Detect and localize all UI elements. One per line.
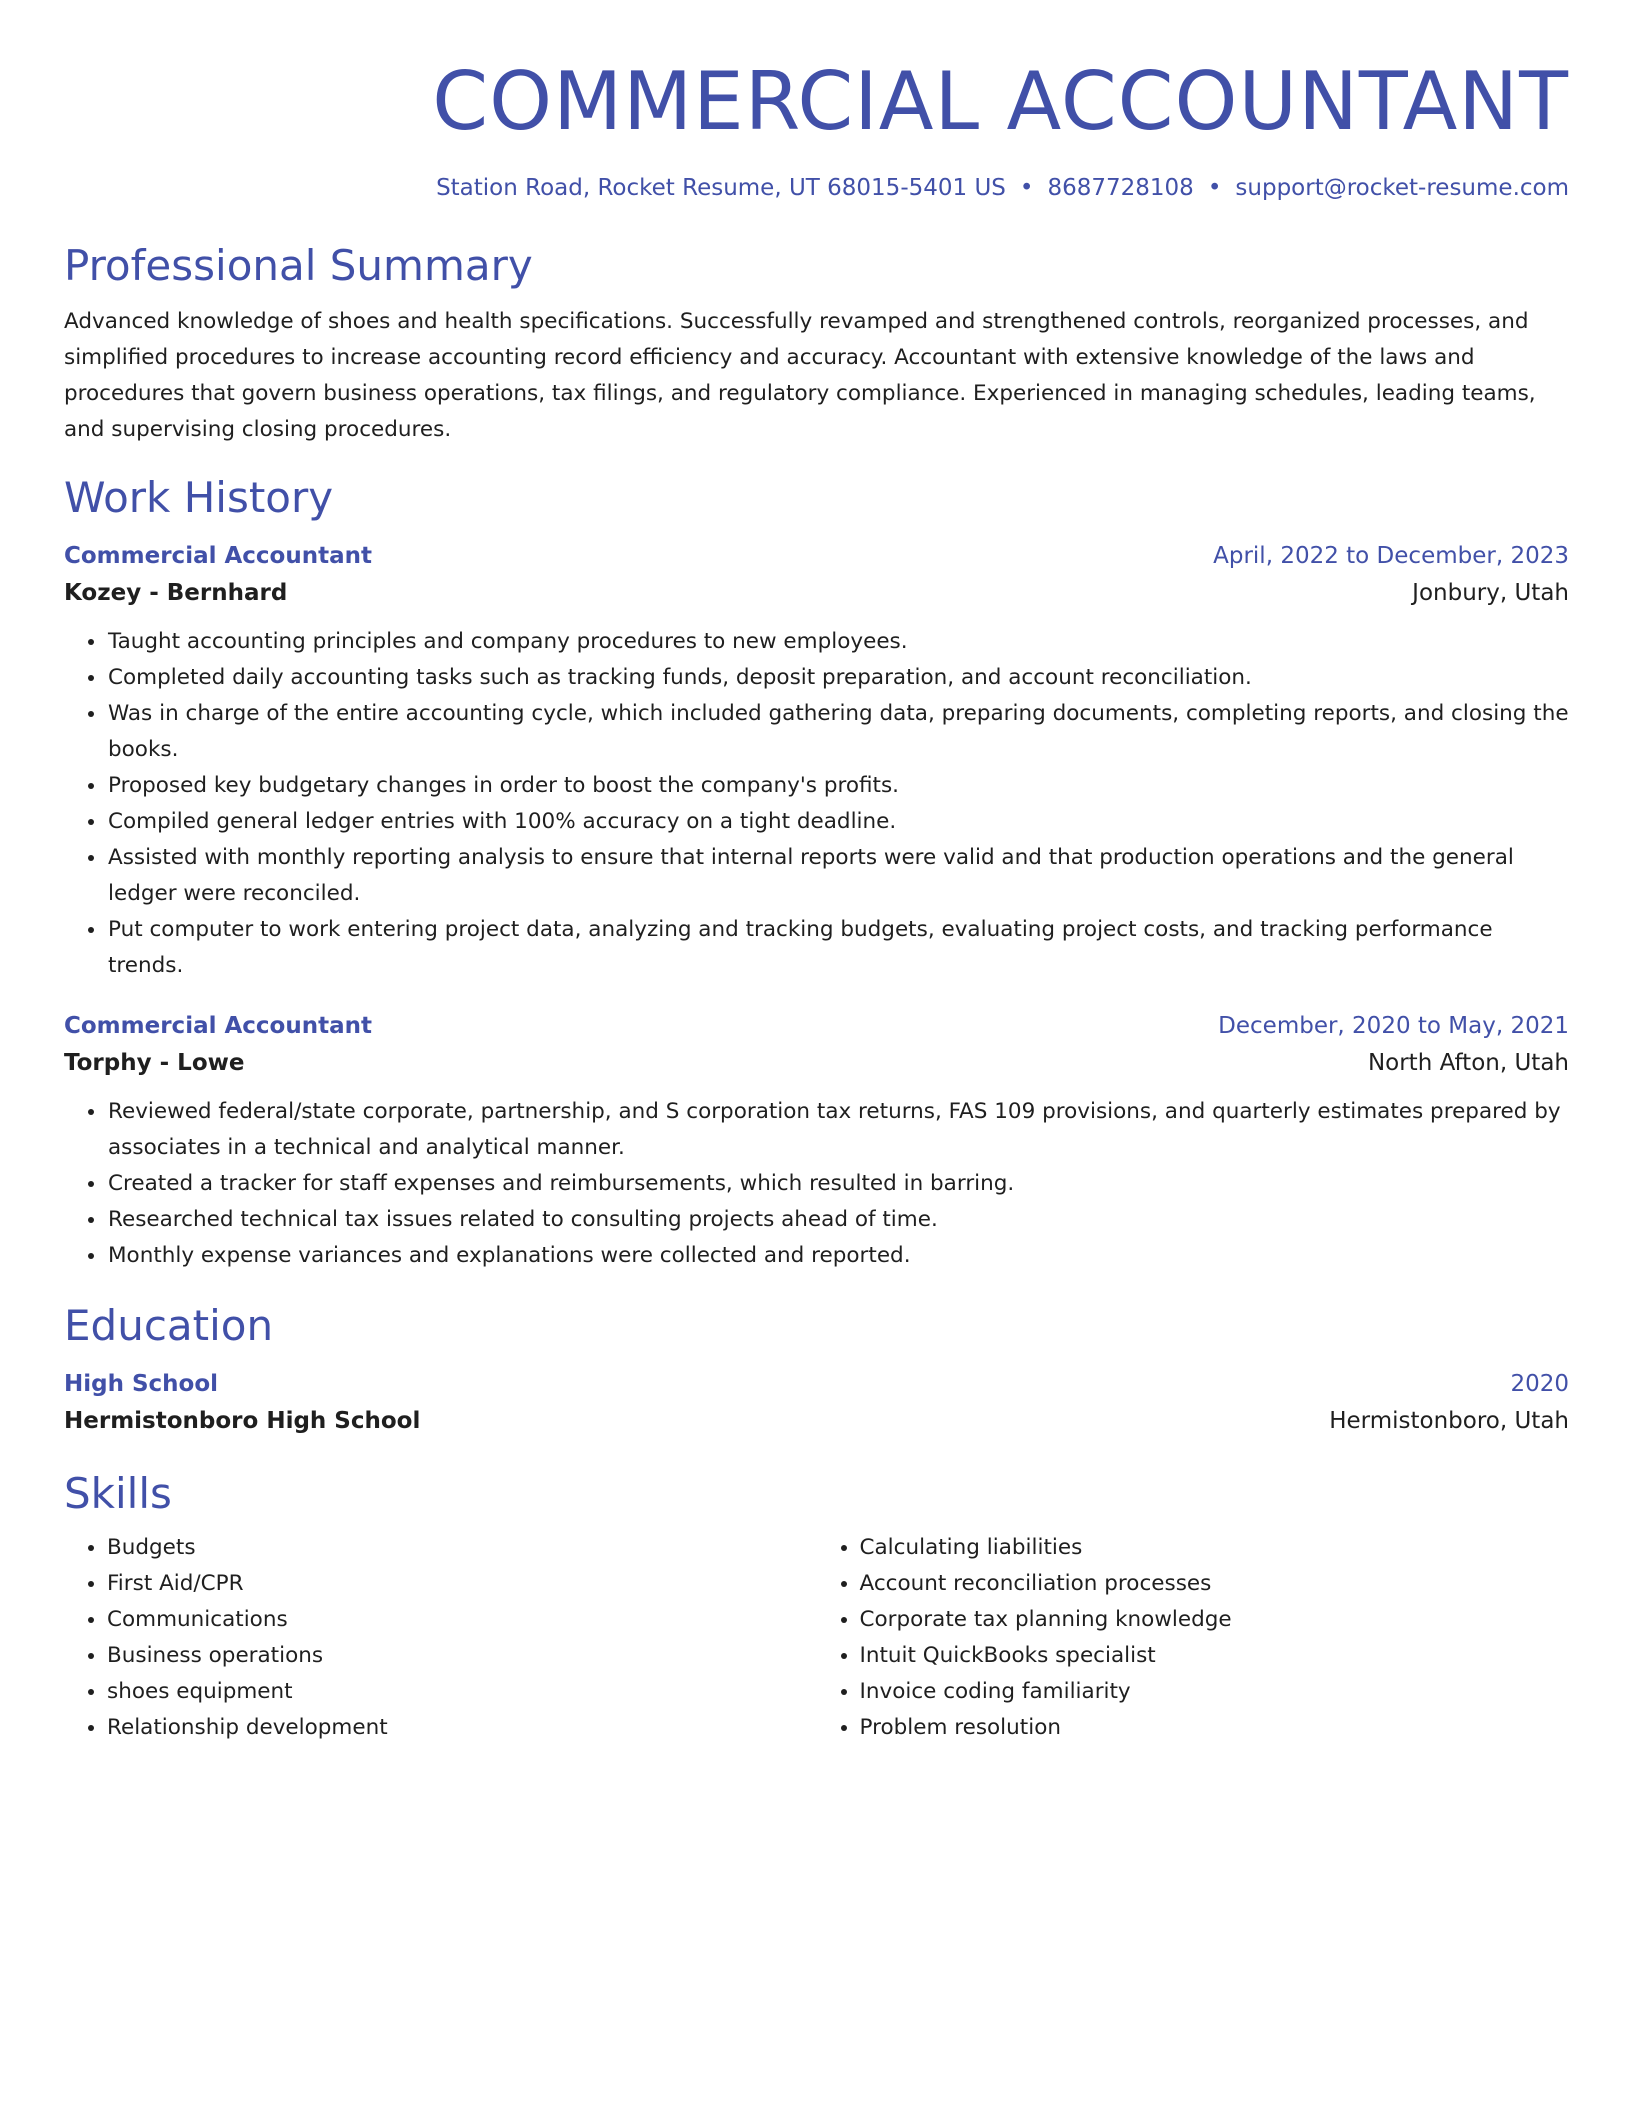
- job-title-heading: COMMERCIAL ACCOUNTANT: [432, 55, 1569, 148]
- job-entry: [64, 538, 1569, 984]
- contact-line: [64, 170, 1569, 206]
- phone: 8687728108: [1047, 175, 1194, 201]
- list-item: • Compiled general ledger entries with 100% accuracy on a tight deadline.: [107, 804, 1569, 840]
- skills-list-left: [64, 1530, 817, 1746]
- list-item: • Business operations: [107, 1638, 817, 1674]
- list-item: • Corporate tax planning knowledge: [860, 1602, 1570, 1638]
- skills-columns: [64, 1530, 1569, 1746]
- separator: •: [1207, 175, 1222, 201]
- list-item: • Intuit QuickBooks specialist: [860, 1638, 1570, 1674]
- company-name: Kozey - Bernhard: [64, 580, 288, 606]
- section-heading: Professional Summary: [64, 241, 533, 290]
- list-item: • Assisted with monthly reporting analysis to ensure that internal reports were valid and that production operations and the general ledger were reconciled.: [107, 840, 1569, 912]
- summary-section: [64, 240, 1569, 448]
- list-item: • Taught accounting principles and company procedures to new employees.: [107, 624, 1569, 660]
- section-heading: Education: [64, 1301, 274, 1350]
- resume-header: [64, 0, 1569, 206]
- list-item: • Created a tracker for staff expenses and reimbursements, which resulted in barring.: [107, 1166, 1569, 1202]
- list-item: • Account reconciliation processes: [860, 1566, 1570, 1602]
- skills-section: [64, 1468, 1569, 1746]
- list-item: • Communications: [107, 1602, 817, 1638]
- job-bullets: [64, 624, 1569, 984]
- list-item: • First Aid/CPR: [107, 1566, 817, 1602]
- school-name: Hermistonboro High School: [64, 1408, 421, 1434]
- list-item: • Completed daily accounting tasks such as tracking funds, deposit preparation, and account reconciliation.: [107, 660, 1569, 696]
- school-location: Hermistonboro, Utah: [1329, 1408, 1569, 1434]
- work-history-section: [64, 472, 1569, 1274]
- list-item: • shoes equipment: [107, 1674, 817, 1710]
- list-item: • Put computer to work entering project data, analyzing and tracking budgets, evaluating project costs, and tracking performance trends.: [107, 912, 1569, 984]
- summary-text: Advanced knowledge of shoes and health specifications. Successfully revamped and strengthened controls, reorganized processes, and simplified procedures to increase accounting record efficiency and accuracy. Accountant with extensive knowledge of the laws and procedures that govern business operations, tax filings, and regulatory compliance. Experienced in managing schedules, leading teams, and supervising closing procedures.: [64, 309, 1536, 442]
- list-item: • Was in charge of the entire accounting cycle, which included gathering data, preparing documents, completing reports, and closing the books.: [107, 696, 1569, 768]
- job-location: Jonbury, Utah: [1412, 580, 1569, 606]
- list-item: • Problem resolution: [860, 1710, 1570, 1746]
- job-location: North Afton, Utah: [1367, 1050, 1569, 1076]
- education-entry: [64, 1366, 1569, 1440]
- degree: High School: [64, 1371, 219, 1397]
- company-name: Torphy - Lowe: [64, 1050, 245, 1076]
- list-item: • Calculating liabilities: [860, 1530, 1570, 1566]
- list-item: • Proposed key budgetary changes in order to boost the company's profits.: [107, 768, 1569, 804]
- job-dates: December, 2020 to May, 2021: [1218, 1013, 1569, 1039]
- list-item: • Monthly expense variances and explanations were collected and reported.: [107, 1238, 1569, 1274]
- address: Station Road, Rocket Resume, UT 68015-5401 US: [436, 175, 1006, 201]
- list-item: • Invoice coding familiarity: [860, 1674, 1570, 1710]
- job-dates: April, 2022 to December, 2023: [1213, 543, 1569, 569]
- job-title: Commercial Accountant: [64, 1013, 372, 1039]
- section-heading: Work History: [64, 473, 334, 522]
- email: support@rocket-resume.com: [1235, 175, 1569, 201]
- section-heading: Skills: [64, 1469, 172, 1518]
- list-item: • Budgets: [107, 1530, 817, 1566]
- job-entry: [64, 1008, 1569, 1274]
- education-section: [64, 1300, 1569, 1440]
- graduation-year: 2020: [1510, 1371, 1569, 1397]
- list-item: • Reviewed federal/state corporate, partnership, and S corporation tax returns, FAS 109 provisions, and quarterly estimates prepared by associates in a technical and analytical manner.: [107, 1094, 1569, 1166]
- separator: •: [1019, 175, 1034, 201]
- list-item: • Researched technical tax issues related to consulting projects ahead of time.: [107, 1202, 1569, 1238]
- job-bullets: [64, 1094, 1569, 1274]
- job-title: Commercial Accountant: [64, 543, 372, 569]
- list-item: • Relationship development: [107, 1710, 817, 1746]
- skills-list-right: [817, 1530, 1570, 1746]
